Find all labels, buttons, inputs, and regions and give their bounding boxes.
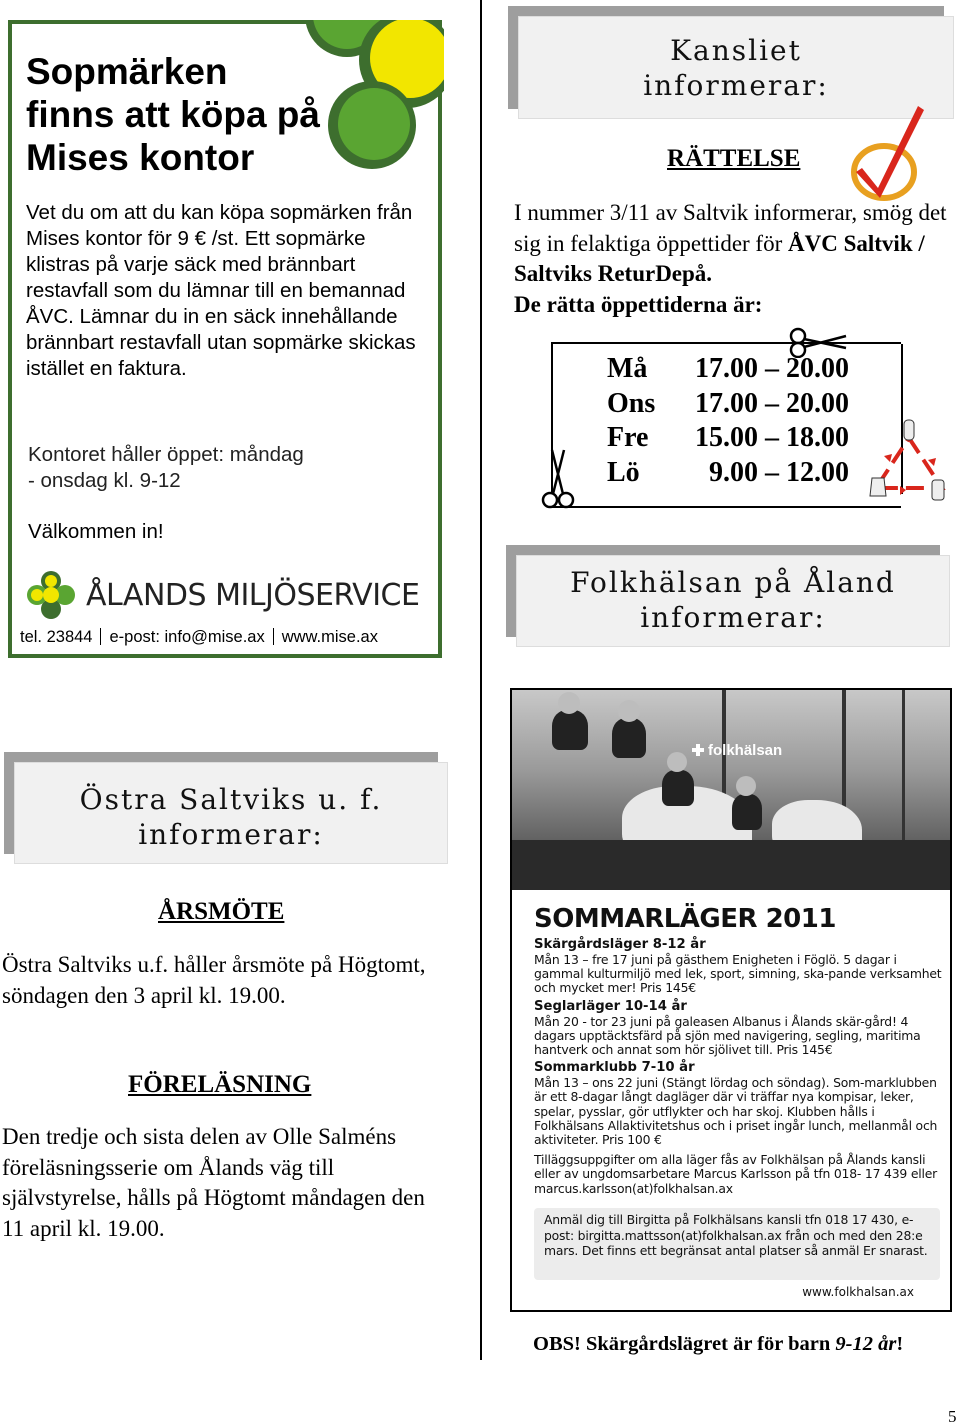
mise-title: Sopmärken finns att köpa på Mises kontor [26,51,320,178]
mise-tel: tel. 23844 [20,628,93,646]
kansliet-body-text: I nummer 3/11 av Saltvik informerar, smög det sig in felaktiga öppettider för [514,200,947,256]
hours-row: Ons 17.00 – 20.00 [607,387,849,419]
camp-name: Seglarläger 10-14 år [534,998,687,1014]
mise-welcome: Välkommen in! [28,520,164,543]
mise-hours: Kontoret håller öppet: måndag - onsdag kl. 9-12 [28,443,304,492]
poster-extra-info: Tilläggsuppgifter om alla läger fås av Folkhälsan på Ålands kansli eller av ungdomsarbetare Marcus Karlsson på tfn 018- 17 439 eller marcus.karlsson(at)folkhalsan.ax [534,1152,938,1196]
poster-title: SOMMARLÄGER 2011 [534,904,836,934]
column-divider [480,0,482,1360]
hours-row: Fre 15.00 – 18.00 [607,422,849,453]
mise-web-link[interactable]: www.mise.ax [281,628,378,646]
folkhalsan-cross-icon [692,744,704,756]
scissors-icon [540,448,576,510]
poster-content [534,904,944,1196]
recycle-triangle-icon [866,416,952,506]
hours-row: Må 17.00 – 20.00 [607,353,849,384]
mise-logo-text: ÅLANDS MILJÖSERVICE [86,578,420,613]
folkhalsan-header: Folkhälsan på Åland informerar: [570,566,896,634]
ostra-header: Östra Saltviks u. f. informerar: [79,783,383,851]
forelasning-heading: FÖRELÄSNING [128,1071,312,1098]
kansliet-body [514,198,954,320]
camp-text: Mån 20 - tor 23 juni på galeasen Albanus i Ålands skär-gård! 4 dagars upptäcktsfärd på sjön med navigering, segling, maritima hantverk och annat som hör sjölivet till. Pris 145€ [534,1013,921,1058]
flower-logo-icon [26,570,76,620]
mise-body: Vet du om att du kan köpa sopmärken från Mises kontor för 9 € /st. Ett sopmärke klistras på varje säck med brännbart restavfall som du lämnar till en bemannad ÅVC. Lämnar du in en säck innehållande brännbart restavfall utan sopmärke skickas istället en faktura. [26,201,416,380]
folkhalsan-photo-logo: folkhälsan [692,742,782,759]
checkmark-icon [848,98,928,202]
kansliet-body-bold-2: De rätta öppettiderna är: [514,291,763,317]
obs-note: OBS! Skärgårdslägret är för barn 9-12 år! [533,1333,904,1355]
arsmote-body: Östra Saltviks u.f. håller årsmöte på Högtomt, söndagen den 3 april kl. 19.00. [2,952,426,1008]
page-number: 5 [948,1407,957,1425]
mise-contact [20,628,378,647]
mise-advert-box [8,20,442,658]
camp-text: Mån 13 – fre 17 juni på gästhem Enigheten i Föglö. 5 dagar i gammal kulturmiljö med lek, sport, simning, ska-pande verksamhet och mycket mer! Pris 145€ [534,952,942,996]
camp-text: Mån 13 – ons 22 juni (Stängt lördag och söndag). Som-marklubben är ett 8-dagar långt dagläger där vi träffar nya kompisar, leker, spelar, pysslar, gör utflykter och har skoj. Klubben hålls i Folkhälsans Allaktivitetshus och i priset ingår lunch, mellanmål och aktiviteter. Pris 100 € [534,1075,938,1148]
arsmote-heading: ÅRSMÖTE [158,898,285,925]
camp-name: Skärgårdsläger 8-12 år [534,937,706,952]
kansliet-header: Kansliet informerar: [643,34,829,102]
camp-name: Sommarklubb 7-10 år [534,1060,695,1076]
poster-url[interactable]: www.folkhalsan.ax [802,1285,914,1299]
mise-email[interactable]: e-post: info@mise.ax [109,628,265,646]
hours-table [607,352,857,490]
kansliet-body-bold-1: ÅVC Saltvik / Saltviks ReturDepå. [514,230,925,286]
forelasning-body: Den tredje och sista delen av Olle Salméns föreläsningsserie om Ålands väg till självstyrelse, hålls på Högtomt måndagen den 11 april kl. 19.00. [2,1124,425,1241]
signup-box: Anmäl dig till Birgitta på Folkhälsans kansli tfn 018 17 430, e-post: birgitta.mattsson(at)folkhalsan.ax från och med den 28:e mars. Det finns ett begränsat antal platser så anmäl Er snarast. [534,1208,940,1280]
hours-row: Lö 9.00 – 12.00 [607,456,849,488]
rattelse-heading: RÄTTELSE [667,145,801,172]
sommarlager-poster [510,688,952,1312]
sailing-photo [512,690,950,890]
